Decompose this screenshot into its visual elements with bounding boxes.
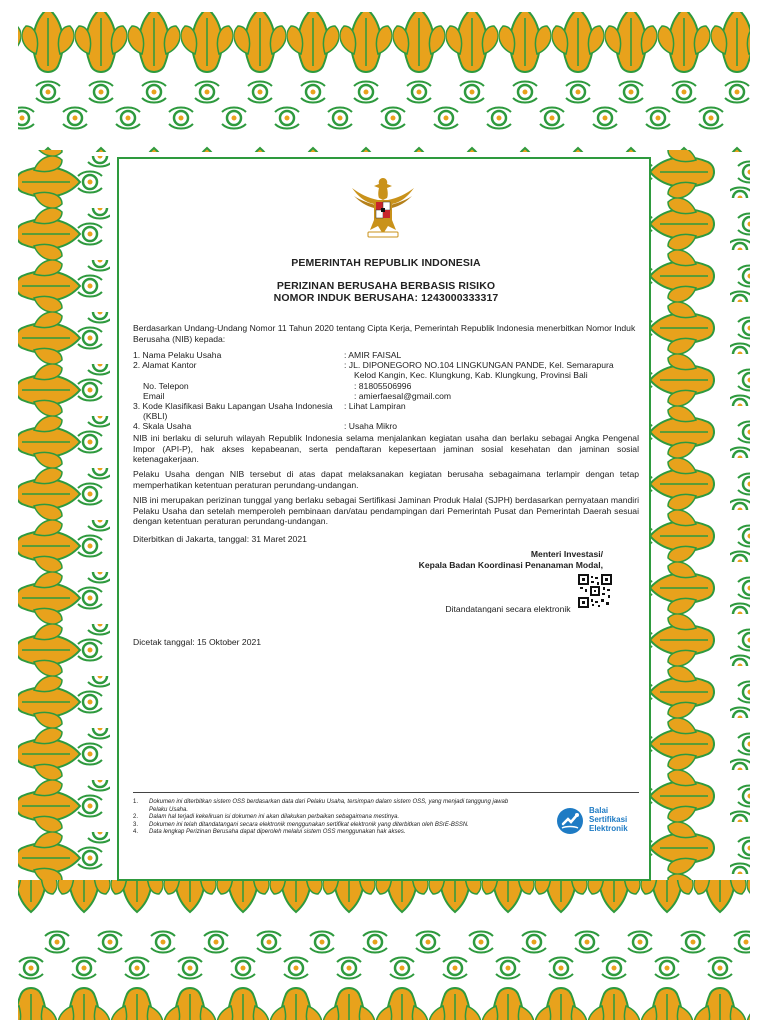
activity-paragraph: Pelaku Usaha dengan NIB tersebut di atas dapat melaksanakan kegiatan berusaha sebagaimana terlampir dengan tetap memperhatikan ketentuan peraturan perundang-undangan. (133, 469, 639, 490)
field-value: : Usaha Mikro (344, 421, 398, 432)
list-item: 1. Dokumen ini diterbitkan sistem OSS berdasarkan data dari Pelaku Usaha, tersimpan dalam sistem OSS, yang menjadi tanggung jawab Pelaku Usaha. (133, 799, 509, 813)
field-label: Email (143, 390, 165, 401)
field-value: Kelod Kangin, Kec. Klungkung, Kab. Klungkung, Provinsi Bali (354, 370, 588, 381)
bsre-label: Sertifikasi (589, 815, 628, 824)
field-label: 2. Alamat Kantor (133, 360, 197, 371)
bsre-logo (556, 805, 641, 837)
field-row-kbli-abbr (133, 411, 639, 421)
government-heading: PEMERINTAH REPUBLIK INDONESIA (291, 257, 481, 269)
field-label: 1. Nama Pelaku Usaha (133, 350, 222, 360)
list-item: 4. Data lengkap Perizinan Berusaha dapat diperoleh melalui sistem OSS menggunakan hak akses. (133, 829, 406, 835)
halal-paragraph: NIB ini merupakan perizinan tunggal yang berlaku sebagai Sertifikasi Jaminan Produk Halal (SJPH) berdasarkan pernyataan mandiri Pelaku Usaha dan setelah memperoleh pembinaan dan/atau pendampingan dari Pemerintah Pusat dan Pemerintah Daerah sesuai dengan ketentuan peraturan perundang-undangan. (133, 495, 639, 527)
field-label: 3. Kode Klasifikasi Baku Lapangan Usaha Indonesia (133, 401, 333, 412)
footer-divider (133, 792, 639, 793)
list-item: 2. Dalam hal terjadi kekeliruan isi dokumen ini akan dilakukan perbaikan sebagaimana mestinya. (133, 814, 400, 820)
printed-date: Dicetak tanggal: 15 Oktober 2021 (133, 637, 262, 647)
bsre-label: Elektronik (589, 824, 628, 833)
footer-notes (133, 799, 523, 837)
field-label: (KBLI) (143, 411, 168, 422)
signatory-title: Menteri Investasi/ (530, 549, 603, 559)
business-details (133, 350, 639, 432)
nib-number: NOMOR INDUK BERUSAHA: 1243000333317 (273, 292, 499, 304)
intro-paragraph: Berdasarkan Undang-Undang Nomor 11 Tahun 2020 tentang Cipta Kerja, Pemerintah Republik Indonesia menerbitkan Nomor Induk Berusaha (NIB) kepada: (133, 323, 636, 344)
field-row-email (133, 391, 639, 401)
list-item: 3. Dokumen ini telah ditandatangani secara elektronik menggunakan sertifikat elektronik yang diterbitkan oleh BSrE-BSSN. (133, 821, 469, 828)
field-row-kbli (133, 401, 639, 411)
field-row-address (133, 360, 639, 370)
bsre-logo-icon (556, 807, 584, 835)
garuda-emblem-icon (348, 172, 418, 242)
field-value: : AMIR FAISAL (344, 350, 402, 360)
field-row-address-cont (133, 370, 639, 380)
document-title: PERIZINAN BERUSAHA BERBASIS RISIKO (276, 280, 496, 292)
qr-code-icon (578, 574, 612, 608)
field-value: : 81805506996 (354, 380, 412, 391)
field-label: 4. Skala Usaha (133, 421, 192, 432)
signatory-office: Kepala Badan Koordinasi Penanaman Modal, (418, 560, 603, 570)
validity-paragraph: NIB ini berlaku di seluruh wilayah Republik Indonesia selama menjalankan kegiatan usaha dan berlaku sebagai Angka Pengenal Impor (API-P), hak akses kepabeanan, serta pendaftaran kepesertaan jaminan sosial kesehatan dan jaminan sosial ketenagakerjaan. (133, 433, 639, 465)
electronic-signature-note: Ditandatangani secara elektronik (445, 604, 571, 613)
field-row-phone (133, 381, 639, 391)
signatory-block (403, 549, 603, 571)
issued-date: Diterbitkan di Jakarta, tanggal: 31 Maret 2021 (133, 534, 307, 544)
field-value: : JL. DIPONEGORO NO.104 LINGKUNGAN PANDE, Kel. Semarapura (344, 360, 614, 371)
certificate-body (133, 172, 639, 962)
field-label: No. Telepon (143, 380, 189, 391)
field-row-name (133, 350, 639, 360)
field-row-scale (133, 421, 639, 431)
field-value: : amierfaesal@gmail.com (354, 390, 452, 401)
bsre-label: Balai (589, 806, 609, 815)
field-value: : Lihat Lampiran (344, 401, 406, 412)
